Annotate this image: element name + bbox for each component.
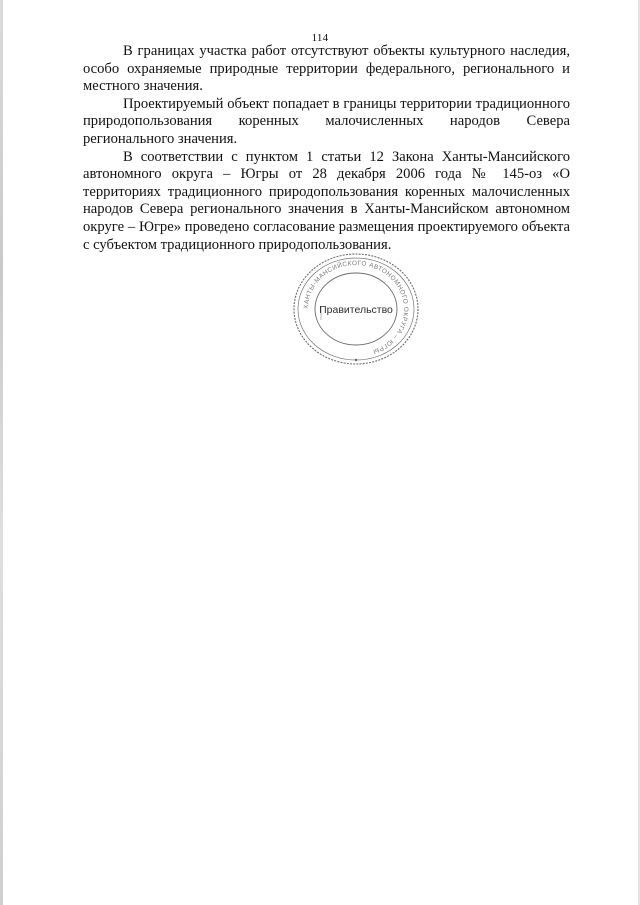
paragraph-traditional-territory: Проектируемый объект попадает в границы территории традиционного природопользования коренных малочисленных народов Севера регионального значения. (83, 95, 570, 147)
document-body (83, 43, 570, 254)
paragraph-cultural-heritage: В границах участка работ отсутствуют объекты культурного наследия, особо охраняемые природные территории федерального, регионального и местного значения. (83, 43, 570, 95)
official-stamp (288, 250, 424, 368)
scan-edge-left (0, 0, 3, 905)
stamp-ring-text: ХАНТЫ-МАНСИЙСКОГО АВТОНОМНОГО ОКРУГА – ЮГРЫ (302, 259, 410, 356)
paragraph-law-agreement: В соответствии с пунктом 1 статьи 12 Закона Ханты-Мансийского автономного округа – Югры от 28 декабря 2006 года № 145-оз «О территориях традиционного природопользования коренных малочисленных народов Севера регионального значения в Ханты-Мансийском автономном округе – Югре» проведено согласование размещения проектируемого объекта с субъектом традиционного природопользования. (83, 148, 570, 253)
stamp-seal-graphic (288, 250, 424, 368)
stamp-center-text: Правительство (319, 304, 393, 316)
page-number: 114 (311, 32, 329, 44)
